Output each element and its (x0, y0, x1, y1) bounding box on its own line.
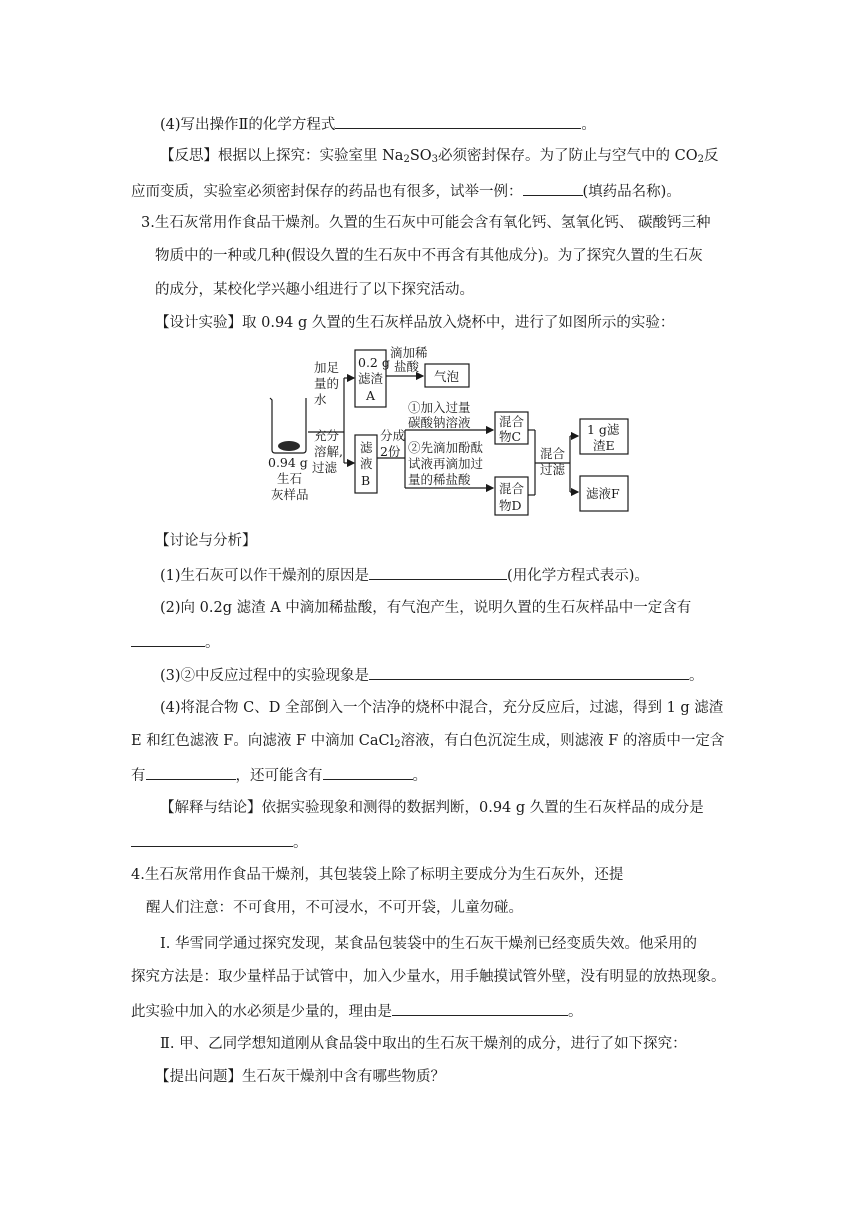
q3-design: 【设计实验】取 0.94 g 久置的生石灰样品放入烧杯中，进行了如图所示的实验： (155, 315, 675, 331)
q3-d2: (2)向 0.2g 滤渣 A 中滴加稀盐酸，有气泡产生，说明久置的生石灰样品中一定含有 (160, 600, 692, 616)
answer-blank[interactable] (335, 113, 581, 129)
add-acid-label: 滴加稀 (390, 345, 428, 360)
dissolve-label: 溶解, (314, 444, 343, 459)
q4-question: 【提出问题】生石灰干燥剂中含有哪些物质？ (155, 1069, 445, 1085)
answer-blank[interactable] (369, 564, 507, 580)
q2-reflect-line2: 应而变质，实验室必须密封保存的药品也有很多，试举一例： (填药品名称)。 (131, 180, 681, 202)
add-water-label: 量的 (314, 376, 340, 391)
filtrate-b-label: 液 (360, 456, 373, 471)
q3-d1: (1)生石灰可以作干燥剂的原因是 (用化学方程式表示)。 (160, 564, 649, 586)
mixture-d-label: 物D (499, 498, 522, 513)
filtrate-b-label: 滤 (360, 440, 373, 455)
q3-d4-line1: (4)将混合物 C、D 全部倒入一个洁净的烧杯中混合，充分反应后，过滤，得到 1 g 滤渣 (160, 700, 724, 716)
answer-blank[interactable] (131, 831, 293, 847)
sample-solid-icon (278, 441, 300, 451)
step2-label: ②先滴加酚酞 (408, 440, 484, 455)
filtrate-f-label: 滤液F (586, 486, 620, 501)
sample-label: 生石 (277, 471, 303, 486)
answer-blank[interactable] (392, 1000, 568, 1016)
residue-a-label: 滤渣 (358, 371, 384, 386)
q3-d2-blank-line: 。 (131, 631, 220, 653)
answer-blank[interactable] (369, 664, 689, 680)
bubbles-label: 气泡 (434, 369, 460, 384)
q4-p3: 此实验中加入的水必须是少量的，理由是 。 (131, 1000, 583, 1022)
q4-p1: Ⅰ. 华雪同学通过探究发现，某食品包装袋中的生石灰干燥剂已经变质失效。他采用的 (160, 936, 697, 952)
mixture-d-label: 混合 (499, 481, 525, 496)
q4-p4: Ⅱ. 甲、乙同学想知道刚从食品袋中取出的生石灰干燥剂的成分，进行了如下探究： (160, 1036, 687, 1052)
residue-e-label: 1 g滤 (587, 422, 620, 437)
residue-e-label: 渣E (593, 438, 615, 453)
answer-blank[interactable] (323, 764, 413, 780)
dissolve-label: 过滤 (312, 460, 338, 475)
answer-blank[interactable] (523, 180, 583, 196)
sample-label: 灰样品 (271, 487, 309, 502)
q3-d4-line2: E 和红色滤液 F。向滤液 F 中滴加 CaCl$_2$溶液，有白色沉淀生成，则滤液 F 的溶质中一定含 (131, 733, 725, 750)
q4-intro-line1: 4.生石灰常用作食品干燥剂，其包装袋上除了标明主要成分为生石灰外，还提 (131, 867, 624, 883)
q3-intro-line3: 的成分，某校化学兴趣小组进行了以下探究活动。 (155, 282, 474, 298)
mix-filter-label: 过滤 (540, 462, 566, 477)
sample-mass-label: 0.94 g (268, 455, 308, 470)
q3-intro-line2: 物质中的一种或几种(假设久置的生石灰中不再含有其他成分)。为了探究久置的生石灰 (155, 248, 703, 264)
q3-d4-line3: 有 ，还可能含有 。 (131, 764, 427, 786)
q4-p2: 探究方法是：取少量样品于试管中，加入少量水，用手触摸试管外壁，没有明显的放热现象。 (131, 969, 726, 985)
q4-intro-line2: 醒人们注意：不可食用，不可浸水，不可开袋，儿童勿碰。 (146, 900, 523, 916)
add-water-label: 水 (314, 392, 327, 407)
dissolve-label: 充分 (314, 428, 340, 443)
step1-label: ①加入过量 (408, 400, 471, 415)
residue-a-label: A (366, 388, 376, 403)
answer-blank[interactable] (146, 764, 236, 780)
add-acid-label: 盐酸 (394, 359, 420, 374)
filtrate-b-label: B (361, 473, 371, 488)
q3-discuss-heading: 【讨论与分析】 (155, 533, 257, 549)
q3-conclusion-blank-line: 。 (131, 831, 308, 853)
answer-blank[interactable] (131, 631, 205, 647)
experiment-flow-diagram (262, 340, 722, 525)
step2-label: 试液再滴加过 (408, 456, 484, 471)
q3-conclusion: 【解释与结论】依据实验现象和测得的数据判断，0.94 g 久置的生石灰样品的成分是 (160, 800, 704, 816)
mix-filter-label: 混合 (540, 446, 566, 461)
split-label: 分成 (380, 428, 406, 443)
split-label: 2份 (380, 444, 401, 459)
step2-label: 量的稀盐酸 (408, 472, 471, 487)
residue-a-label: 0.2 g (358, 355, 390, 370)
q2-operation-line: (4)写出操作Ⅱ的化学方程式 。 (160, 113, 596, 135)
step1-label: 碳酸钠溶液 (408, 415, 471, 430)
q3-intro-line1: 3.生石灰常用作食品干燥剂。久置的生石灰中可能会含有氧化钙、氢氧化钙、 碳酸钙三种 (141, 215, 711, 231)
q3-d3: (3)②中反应过程中的实验现象是 。 (160, 664, 704, 686)
q2-reflect-line: 【反思】根据以上探究：实验室里 $Na_2SO_3$必须密封保存。为了防止与空气中的 $CO_2$反 (160, 148, 719, 165)
mixture-c-label: 物C (499, 429, 522, 444)
mixture-c-label: 混合 (499, 414, 525, 429)
add-water-label: 加足 (314, 360, 340, 375)
